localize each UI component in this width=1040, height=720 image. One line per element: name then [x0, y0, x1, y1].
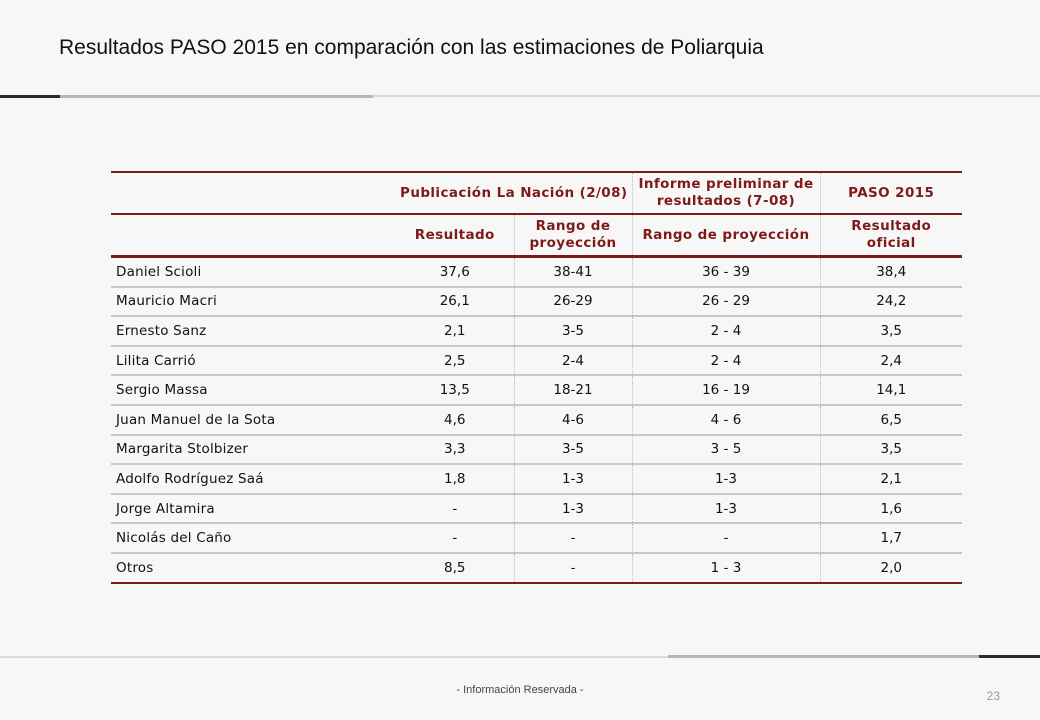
candidate-name: Margarita Stolbizer — [111, 435, 396, 465]
header-paso-2015: PASO 2015 — [820, 172, 962, 214]
oficial-cell: 2,1 — [820, 464, 962, 494]
resultado-cell: 3,3 — [396, 435, 514, 465]
informe-cell: 1 - 3 — [632, 553, 820, 583]
header-informe-preliminar: Informe preliminar de resultados (7-08) — [632, 172, 820, 214]
header-divider-mid — [60, 95, 373, 98]
candidate-name: Daniel Scioli — [111, 257, 396, 287]
candidate-name: Ernesto Sanz — [111, 316, 396, 346]
footer-text: - Información Reservada - — [456, 684, 584, 696]
oficial-cell: 3,5 — [820, 316, 962, 346]
resultado-cell: 37,6 — [396, 257, 514, 287]
rango-cell: 26-29 — [514, 287, 632, 317]
column-header-row — [111, 214, 962, 257]
informe-cell: 26 - 29 — [632, 287, 820, 317]
header-divider-light — [373, 95, 1040, 97]
resultado-cell: 1,8 — [396, 464, 514, 494]
rango-cell: 18-21 — [514, 375, 632, 405]
rango-cell: 38-41 — [514, 257, 632, 287]
informe-cell: 1-3 — [632, 464, 820, 494]
informe-cell: 4 - 6 — [632, 405, 820, 435]
table-row — [111, 523, 962, 553]
oficial-cell: 1,6 — [820, 494, 962, 524]
header-resultado-oficial: Resultado oficial — [820, 214, 962, 257]
empty-header-cell — [111, 214, 396, 257]
informe-cell: 2 - 4 — [632, 346, 820, 376]
rango-cell: 1-3 — [514, 494, 632, 524]
oficial-cell: 14,1 — [820, 375, 962, 405]
oficial-cell: 38,4 — [820, 257, 962, 287]
table-row — [111, 287, 962, 317]
header-rango-proyeccion: Rango de proyección — [514, 214, 632, 257]
header-rango-proyeccion-informe: Rango de proyección — [632, 214, 820, 257]
candidate-name: Juan Manuel de la Sota — [111, 405, 396, 435]
table-row — [111, 494, 962, 524]
resultado-cell: 8,5 — [396, 553, 514, 583]
page-title: Resultados PASO 2015 en comparación con las estimaciones de Poliarquia — [59, 36, 764, 59]
informe-cell: 16 - 19 — [632, 375, 820, 405]
informe-cell: 1-3 — [632, 494, 820, 524]
resultado-cell: 2,5 — [396, 346, 514, 376]
header-la-nacion: Publicación La Nación (2/08) — [396, 172, 632, 214]
table-row — [111, 375, 962, 405]
resultado-cell: 26,1 — [396, 287, 514, 317]
candidate-name: Lilita Carrió — [111, 346, 396, 376]
page-number: 23 — [986, 689, 1000, 703]
footer-divider-dark — [979, 655, 1040, 658]
resultado-cell: 13,5 — [396, 375, 514, 405]
footer-divider-mid — [668, 655, 979, 658]
table-row — [111, 405, 962, 435]
rango-cell: - — [514, 523, 632, 553]
oficial-cell: 2,0 — [820, 553, 962, 583]
group-header-row — [111, 172, 962, 214]
candidate-name: Mauricio Macri — [111, 287, 396, 317]
resultado-cell: - — [396, 523, 514, 553]
table-row — [111, 257, 962, 287]
candidate-name: Adolfo Rodríguez Saá — [111, 464, 396, 494]
table-row — [111, 435, 962, 465]
table-row — [111, 464, 962, 494]
rango-cell: 2-4 — [514, 346, 632, 376]
resultado-cell: 2,1 — [396, 316, 514, 346]
oficial-cell: 3,5 — [820, 435, 962, 465]
header-divider-dark — [0, 95, 60, 98]
rango-cell: 4-6 — [514, 405, 632, 435]
table-row — [111, 346, 962, 376]
candidate-name: Nicolás del Caño — [111, 523, 396, 553]
oficial-cell: 1,7 — [820, 523, 962, 553]
rango-cell: 3-5 — [514, 435, 632, 465]
candidate-name: Jorge Altamira — [111, 494, 396, 524]
informe-cell: 3 - 5 — [632, 435, 820, 465]
table-row — [111, 553, 962, 583]
oficial-cell: 24,2 — [820, 287, 962, 317]
informe-cell: 2 - 4 — [632, 316, 820, 346]
footer-divider-light — [0, 656, 668, 658]
header-resultado: Resultado — [396, 214, 514, 257]
results-table — [111, 171, 962, 584]
informe-cell: 36 - 39 — [632, 257, 820, 287]
rango-cell: 1-3 — [514, 464, 632, 494]
oficial-cell: 6,5 — [820, 405, 962, 435]
rango-cell: 3-5 — [514, 316, 632, 346]
empty-header-cell — [111, 172, 396, 214]
table-body — [111, 257, 962, 583]
table-row — [111, 316, 962, 346]
candidate-name: Otros — [111, 553, 396, 583]
resultado-cell: - — [396, 494, 514, 524]
oficial-cell: 2,4 — [820, 346, 962, 376]
resultado-cell: 4,6 — [396, 405, 514, 435]
informe-cell: - — [632, 523, 820, 553]
candidate-name: Sergio Massa — [111, 375, 396, 405]
rango-cell: - — [514, 553, 632, 583]
